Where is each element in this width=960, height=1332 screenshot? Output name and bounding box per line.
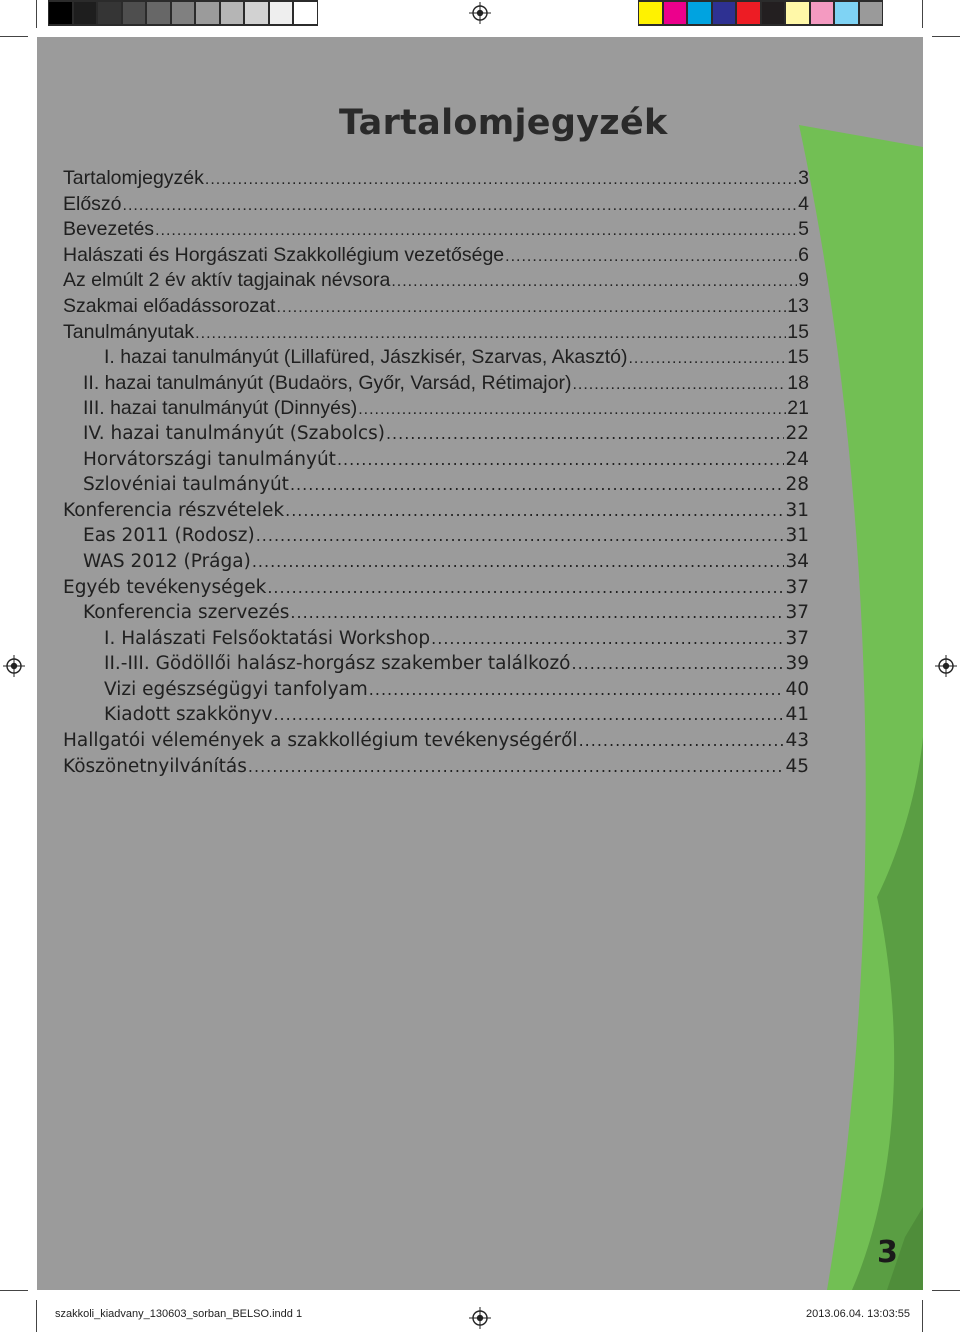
toc-entry-page: 6 — [798, 243, 809, 266]
toc-entry-page: 37 — [785, 576, 809, 598]
toc-leader-dots — [205, 171, 797, 189]
gray-swatch — [293, 0, 318, 26]
toc-entry-label: II.-III. Gödöllői halász-horgász szakember találkozó — [104, 653, 571, 675]
toc-leader-dots — [358, 401, 786, 419]
registration-mark-icon — [935, 655, 957, 677]
process-swatch — [663, 0, 688, 26]
toc-entry[interactable] — [63, 551, 809, 577]
registration-mark-icon — [3, 655, 25, 677]
toc-leader-dots — [579, 731, 785, 750]
toc-leader-dots — [505, 248, 797, 266]
process-color-bar — [638, 0, 883, 26]
toc-leader-dots — [290, 475, 785, 494]
gray-swatch — [146, 0, 171, 26]
toc-entry[interactable] — [63, 679, 809, 705]
toc-leader-dots — [256, 526, 785, 545]
toc-entry[interactable] — [63, 756, 809, 782]
process-swatch — [810, 0, 835, 26]
toc-entry-page: 9 — [798, 269, 809, 292]
toc-entry[interactable] — [63, 474, 809, 500]
toc-entry[interactable] — [63, 269, 809, 295]
toc-entry-label: Szakmai előadássorozat — [63, 294, 276, 317]
toc-leader-dots — [431, 629, 784, 648]
toc-leader-dots — [195, 325, 786, 343]
crop-mark — [0, 1290, 28, 1291]
toc-entry[interactable] — [63, 321, 809, 347]
toc-entry-label: Köszönetnyilvánítás — [63, 755, 247, 777]
crop-mark — [36, 0, 37, 28]
toc-leader-dots — [285, 501, 784, 520]
toc-entry-label: Horvátországi tanulmányút — [83, 448, 336, 470]
process-swatch — [687, 0, 712, 26]
toc-entry-label: I. hazai tanulmányút (Lillafüred, Jászkisér, Szarvas, Akasztó) — [104, 346, 628, 369]
toc-entry[interactable] — [63, 525, 809, 551]
toc-entry-label: III. hazai tanulmányút (Dinnyés) — [83, 397, 358, 420]
page-number: 3 — [877, 1235, 898, 1270]
slug-filename: szakkoli_kiadvany_130603_sorban_BELSO.indd 1 — [55, 1308, 303, 1320]
toc-entry-label: Hallgatói vélemények a szakkollégium tevékenységéről — [63, 730, 578, 752]
toc-entry-page: 31 — [785, 499, 809, 521]
toc-entry-label: Tartalomjegyzék — [63, 167, 204, 189]
toc-entry-label: Előszó — [63, 192, 122, 215]
toc-entry[interactable] — [63, 602, 809, 628]
toc-entry[interactable] — [63, 295, 809, 321]
toc-leader-dots — [123, 197, 798, 215]
toc-entry[interactable] — [63, 218, 809, 244]
toc-leader-dots — [572, 376, 786, 394]
toc-entry[interactable] — [63, 193, 809, 219]
toc-entry-label: Az elmúlt 2 év aktív tagjainak névsora — [63, 269, 391, 292]
toc-entry-label: WAS 2012 (Prága) — [83, 550, 251, 572]
toc-leader-dots — [572, 654, 785, 673]
process-swatch — [834, 0, 859, 26]
toc-entry-page: 24 — [785, 448, 809, 470]
toc-entry[interactable] — [63, 500, 809, 526]
crop-mark — [922, 1300, 923, 1332]
process-swatch — [638, 0, 663, 26]
toc-entry[interactable] — [63, 167, 809, 193]
toc-leader-dots — [337, 450, 785, 469]
gray-swatch — [220, 0, 245, 26]
toc-leader-dots — [628, 350, 786, 368]
toc-entry-page: 41 — [785, 704, 809, 726]
toc-entry-label: Bevezetés — [63, 218, 155, 241]
toc-entry-page: 21 — [787, 397, 809, 420]
toc-leader-dots — [391, 273, 797, 291]
toc-entry-label: Konferencia szervezés — [83, 602, 290, 624]
registration-mark-icon — [469, 1307, 491, 1329]
table-of-contents — [63, 167, 809, 781]
toc-leader-dots — [273, 705, 784, 724]
crop-mark — [922, 0, 923, 28]
toc-entry[interactable] — [63, 730, 809, 756]
toc-leader-dots — [386, 424, 785, 443]
toc-entry-label: Egyéb tevékenységek — [63, 576, 267, 598]
toc-entry-page: 4 — [798, 192, 809, 215]
toc-leader-dots — [267, 578, 784, 597]
registration-mark-icon — [469, 2, 491, 24]
toc-entry[interactable] — [63, 397, 809, 423]
crop-mark — [932, 1290, 960, 1291]
process-swatch — [736, 0, 761, 26]
gray-swatch — [195, 0, 220, 26]
toc-entry-label: I. Halászati Felsőoktatási Workshop — [104, 627, 431, 649]
toc-entry-page: 40 — [785, 678, 809, 700]
grayscale-color-bar — [48, 0, 318, 26]
toc-entry-label: Tanulmányutak — [63, 320, 195, 343]
crop-mark — [36, 1300, 37, 1332]
toc-entry-page: 43 — [785, 730, 809, 752]
toc-entry-page: 37 — [785, 627, 809, 649]
toc-entry-page: 5 — [798, 218, 809, 241]
toc-entry-page: 15 — [787, 346, 809, 369]
slug-timestamp: 2013.06.04. 13:03:55 — [806, 1308, 910, 1320]
toc-entry[interactable] — [63, 653, 809, 679]
toc-entry[interactable] — [63, 577, 809, 603]
toc-entry-label: Halászati és Horgászati Szakkollégium vezetősége — [63, 243, 505, 266]
toc-entry-label: IV. hazai tanulmányút (Szabolcs) — [83, 422, 385, 444]
gray-swatch — [73, 0, 98, 26]
gray-swatch — [171, 0, 196, 26]
toc-entry[interactable] — [63, 372, 809, 398]
gray-swatch — [244, 0, 269, 26]
toc-entry-label: Konferencia részvételek — [63, 499, 285, 521]
toc-entry-label: Szlovéniai taulmányút — [83, 474, 289, 496]
document-page — [37, 37, 923, 1290]
toc-entry-label: Kiadott szakkönyv — [104, 704, 273, 726]
toc-entry-page: 34 — [785, 550, 809, 572]
toc-entry[interactable] — [63, 244, 809, 270]
process-swatch — [785, 0, 810, 26]
toc-entry[interactable] — [63, 628, 809, 654]
gray-swatch — [269, 0, 294, 26]
toc-entry-page: 13 — [787, 294, 809, 317]
toc-leader-dots — [290, 603, 784, 622]
toc-leader-dots — [369, 680, 785, 699]
toc-entry[interactable] — [63, 346, 809, 372]
toc-leader-dots — [252, 552, 785, 571]
gray-swatch — [48, 0, 73, 26]
gray-swatch — [122, 0, 147, 26]
process-swatch — [712, 0, 737, 26]
toc-entry-page: 45 — [785, 755, 809, 777]
toc-entry[interactable] — [63, 423, 809, 449]
gray-swatch — [97, 0, 122, 26]
toc-entry-page: 28 — [785, 474, 809, 496]
toc-entry-label: II. hazai tanulmányút (Budaörs, Győr, Varsád, Rétimajor) — [83, 371, 572, 394]
toc-entry-page: 22 — [785, 422, 809, 444]
toc-entry-page: 37 — [785, 602, 809, 624]
crop-mark — [0, 36, 28, 37]
toc-leader-dots — [248, 757, 785, 776]
toc-entry[interactable] — [63, 449, 809, 475]
toc-leader-dots — [155, 222, 797, 240]
toc-entry-page: 31 — [785, 525, 809, 547]
toc-leader-dots — [276, 299, 786, 317]
process-swatch — [859, 0, 884, 26]
toc-entry-page: 18 — [787, 371, 809, 394]
crop-mark — [932, 36, 960, 37]
toc-entry-page: 15 — [787, 320, 809, 343]
toc-entry[interactable] — [63, 704, 809, 730]
toc-entry-label: Vizi egészségügyi tanfolyam — [104, 678, 368, 700]
process-swatch — [761, 0, 786, 26]
toc-entry-page: 39 — [785, 653, 809, 675]
toc-title: Tartalomjegyzék — [339, 103, 668, 143]
toc-entry-page: 3 — [798, 167, 809, 189]
toc-entry-label: Eas 2011 (Rodosz) — [83, 525, 255, 547]
